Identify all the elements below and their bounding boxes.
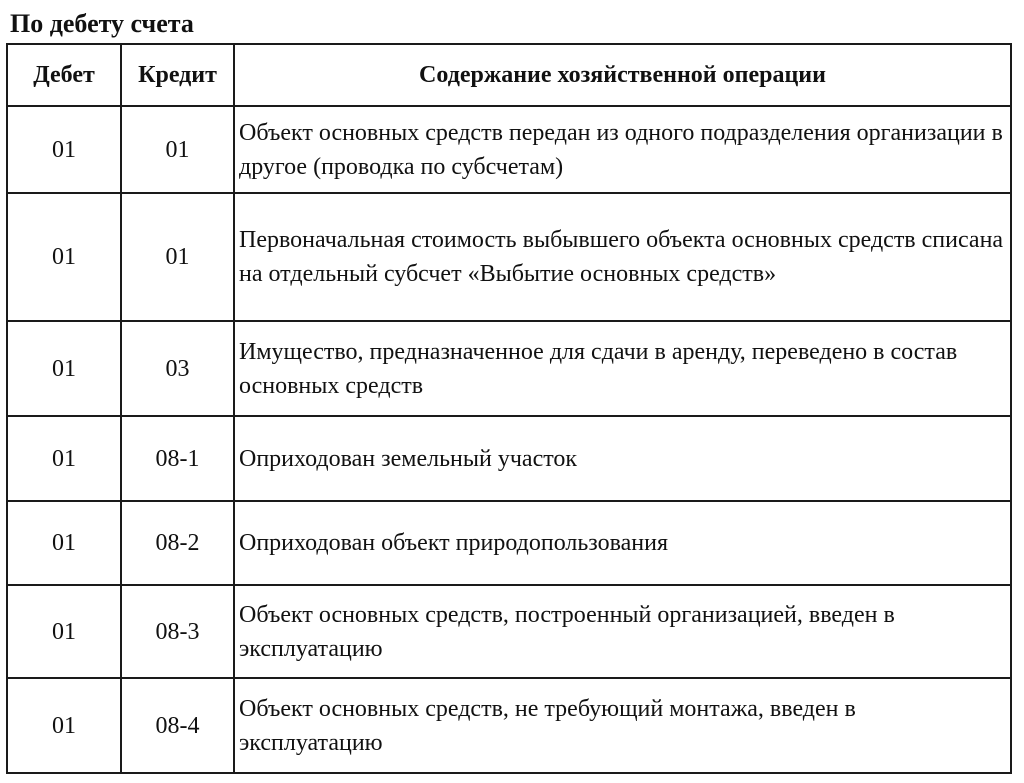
table-row: [7, 106, 1011, 193]
table-row: [7, 501, 1011, 585]
cell-debit: 01: [7, 321, 121, 416]
table-header-row: [7, 44, 1011, 106]
cell-description: Объект основных средств передан из одного подразделения организации в другое (проводка по субсчетам): [234, 106, 1011, 193]
header-description: Содержание хозяйственной операции: [234, 44, 1011, 106]
cell-debit: 01: [7, 678, 121, 773]
cell-credit: 01: [121, 193, 234, 321]
cell-debit: 01: [7, 416, 121, 501]
cell-credit: 08-4: [121, 678, 234, 773]
cell-credit: 03: [121, 321, 234, 416]
table-row: [7, 321, 1011, 416]
cell-description: Оприходован объект природопользования: [234, 501, 1011, 585]
cell-debit: 01: [7, 585, 121, 678]
page-title: По дебету счета: [10, 9, 194, 38]
cell-debit: 01: [7, 501, 121, 585]
cell-debit: 01: [7, 106, 121, 193]
cell-description: Объект основных средств, построенный организацией, введен в эксплуатацию: [234, 585, 1011, 678]
cell-description: Объект основных средств, не требующий монтажа, введен в эксплуатацию: [234, 678, 1011, 773]
table-row: [7, 416, 1011, 501]
cell-description: Имущество, предназначенное для сдачи в аренду, переведено в состав основных средств: [234, 321, 1011, 416]
table-row: [7, 193, 1011, 321]
cell-description: Оприходован земельный участок: [234, 416, 1011, 501]
cell-credit: 01: [121, 106, 234, 193]
cell-description: Первоначальная стоимость выбывшего объекта основных средств списана на отдельный субсчет «Выбытие основных средств»: [234, 193, 1011, 321]
entries-table-container: [6, 43, 1010, 783]
header-credit: Кредит: [121, 44, 234, 106]
table-row: [7, 585, 1011, 678]
cell-debit: 01: [7, 193, 121, 321]
cell-credit: 08-3: [121, 585, 234, 678]
table-row: [7, 678, 1011, 773]
cell-credit: 08-1: [121, 416, 234, 501]
header-debit: Дебет: [7, 44, 121, 106]
entries-table: [6, 43, 1012, 774]
cell-credit: 08-2: [121, 501, 234, 585]
